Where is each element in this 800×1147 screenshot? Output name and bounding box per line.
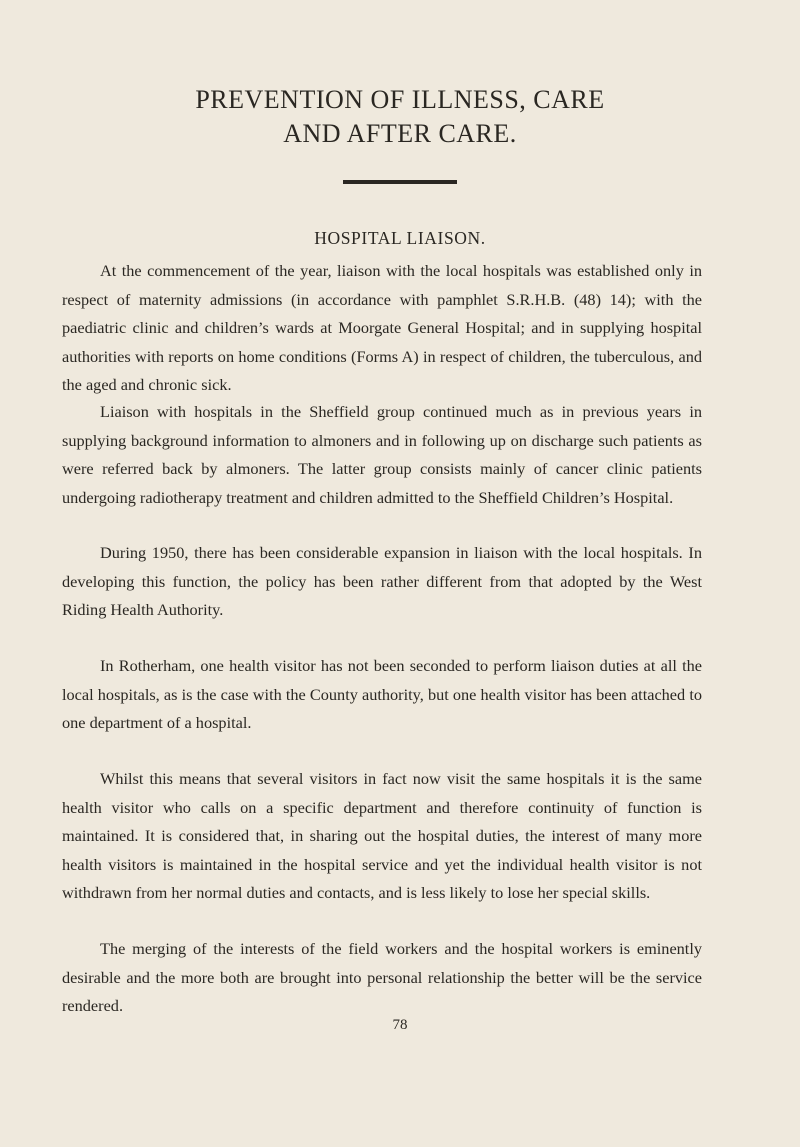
paragraph-1: At the commencement of the year, liaison with the local hospitals was established only in respect of maternity admissions (in accordance with pamphlet S.R.H.B. (48) 14); with the paediatric clinic and children’s wards at Moorgate General Hospital; and in supplying hospital authorities with reports on home conditions (Forms A) in respect of children, the tuberculous, and the aged and chronic sick. — [62, 261, 702, 394]
page-number: 78 — [392, 1017, 408, 1033]
title-divider — [343, 180, 457, 184]
paragraph-6: The merging of the interests of the field workers and the hospital workers is eminently desirable and the more both are brought into personal relationship the better will be the service rendered. — [62, 939, 702, 1015]
paragraph-2: Liaison with hospitals in the Sheffield group continued much as in previous years in supplying background information to almoners and in following up on discharge such patients as were referred back by almoners. The latter group consists mainly of cancer clinic patients undergoing radiotherapy treatment and children admitted to the Sheffield Children’s Hospital. — [62, 402, 702, 507]
page-title-line-2: AND AFTER CARE. — [283, 119, 517, 148]
paragraph-3: During 1950, there has been considerable expansion in liaison with the local hospitals. In developing this function, the policy has been rather different from that adopted by the West Riding Health Authority. — [62, 543, 702, 619]
paragraph-4: In Rotherham, one health visitor has not been seconded to perform liaison duties at all the local hospitals, as is the case with the County authority, but one health visitor has been attached to one department of a hospital. — [62, 656, 702, 732]
page-title-line-1: PREVENTION OF ILLNESS, CARE — [195, 85, 605, 114]
section-heading: HOSPITAL LIAISON. — [314, 228, 486, 248]
paragraph-5: Whilst this means that several visitors in fact now visit the same hospitals it is the same health visitor who calls on a specific department and therefore continuity of function is maintained. It is considered that, in sharing out the hospital duties, the interest of many more health visitors is maintained in the hospital service and yet the individual health visitor is not withdrawn from her normal duties and contacts, and is less likely to lose her special skills. — [62, 769, 702, 902]
